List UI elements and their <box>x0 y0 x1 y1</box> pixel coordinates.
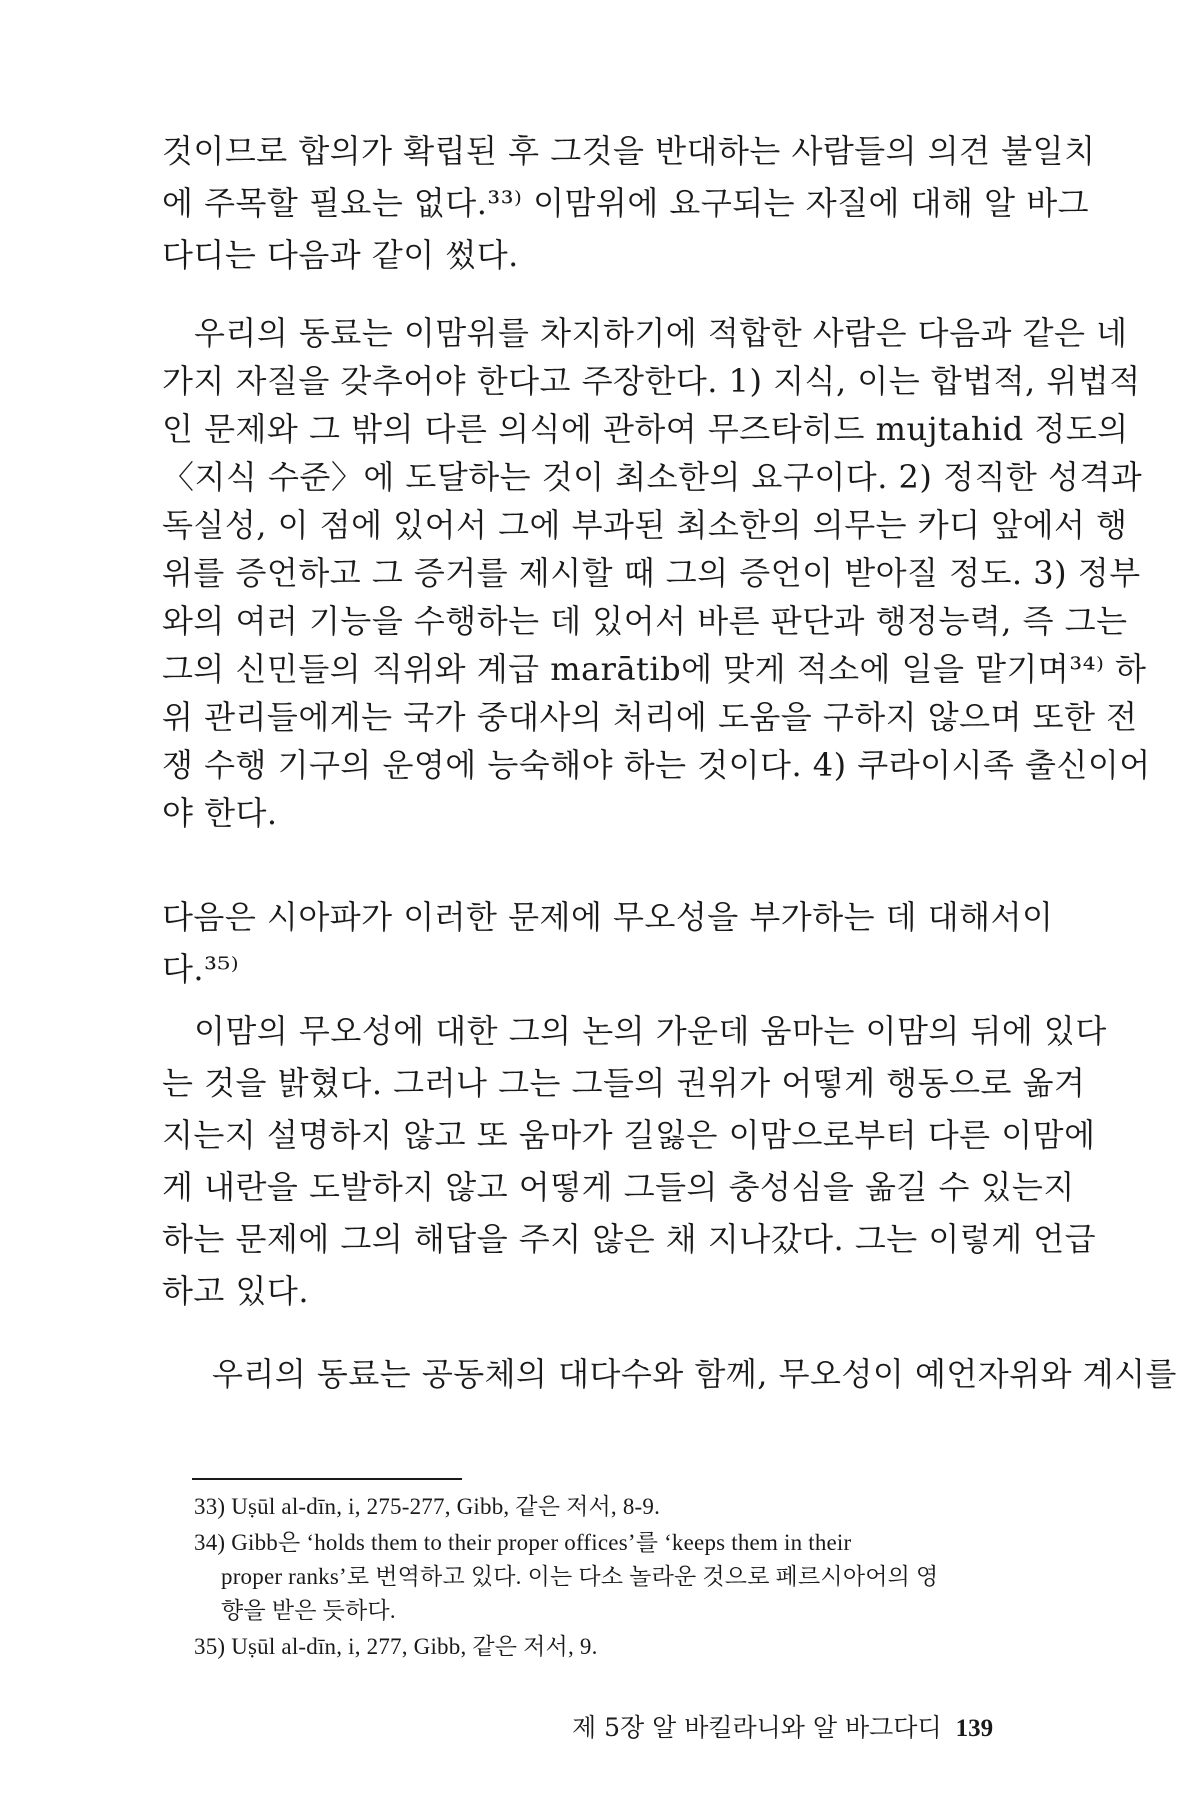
page-number: 139 <box>955 1715 994 1742</box>
text-line: 에 주목할 필요는 없다.³³⁾ 이맘위에 요구되는 자질에 대해 알 바그 <box>162 184 1090 222</box>
footnote-34: 34) Gibb은 ‘holds them to their proper offices’를 ‘keeps them in their <box>194 1530 852 1555</box>
footnote-34-cont: 향을 받은 듯하다. <box>221 1598 396 1623</box>
text-line: 그의 신민들의 직위와 계급 marātib에 맞게 적소에 일을 맡기며³⁴⁾ 하 <box>162 650 1147 688</box>
text-line: 하고 있다. <box>162 1272 309 1310</box>
text-line: 위를 증언하고 그 증거를 제시할 때 그의 증언이 받아질 정도. 3) 정부 <box>162 554 1141 592</box>
text-line: 것이므로 합의가 확립된 후 그것을 반대하는 사람들의 의견 불일치 <box>162 132 1096 170</box>
text-line: 게 내란을 도발하지 않고 어떻게 그들의 충성심을 옮길 수 있는지 <box>162 1168 1075 1206</box>
text-line: 는 것을 밝혔다. 그러나 그는 그들의 권위가 어떻게 행동으로 옮겨 <box>162 1064 1086 1102</box>
text-line: 야 한다. <box>162 794 278 832</box>
text-line: 이맘의 무오성에 대한 그의 논의 가운데 움마는 이맘의 뒤에 있다 <box>194 1012 1107 1050</box>
text-line: 다디는 다음과 같이 썼다. <box>162 236 519 274</box>
text-line: 위 관리들에게는 국가 중대사의 처리에 도움을 구하지 않으며 또한 전 <box>162 698 1138 736</box>
text-line: 하는 문제에 그의 해답을 주지 않은 채 지나갔다. 그는 이렇게 언급 <box>162 1220 1097 1258</box>
chapter-title: 제 5장 알 바킬라니와 알 바그다디 <box>572 1713 942 1742</box>
text-line: 지는지 설명하지 않고 또 움마가 길잃은 이맘으로부터 다른 이맘에 <box>162 1116 1096 1154</box>
footnote-divider <box>192 1478 462 1480</box>
text-line: 우리의 동료는 이맘위를 차지하기에 적합한 사람은 다음과 같은 네 <box>194 314 1128 352</box>
text-line: 가지 자질을 갖추어야 한다고 주장한다. 1) 지식, 이는 합법적, 위법적 <box>162 362 1141 400</box>
running-footer <box>572 1713 993 1744</box>
text-line: 인 문제와 그 밖의 다른 의식에 관하여 무즈타히드 mujtahid 정도의 <box>162 410 1129 448</box>
footnote-35: 35) Uṣūl al-dīn, i, 277, Gibb, 같은 저서, 9. <box>194 1634 598 1659</box>
text-line: 다음은 시아파가 이러한 문제에 무오성을 부가하는 데 대해서이 <box>162 898 1054 936</box>
text-line: 와의 여러 기능을 수행하는 데 있어서 바른 판단과 행정능력, 즉 그는 <box>162 602 1128 640</box>
text-line: 독실성, 이 점에 있어서 그에 부과된 최소한의 의무는 카디 앞에서 행 <box>162 506 1128 544</box>
footnote-34-cont: proper ranks’로 번역하고 있다. 이는 다소 놀라운 것으로 페르시아어의 영 <box>221 1564 939 1589</box>
text-line: 쟁 수행 기구의 운영에 능숙해야 하는 것이다. 4) 쿠라이시족 출신이어 <box>162 746 1151 784</box>
text-line: 〈지식 수준〉에 도달하는 것이 최소한의 요구이다. 2) 정직한 성격과 <box>162 458 1143 496</box>
text-line: 다.³⁵⁾ <box>162 950 240 988</box>
text-line: 우리의 동료는 공동체의 대다수와 함께, 무오성이 예언자위와 계시를 <box>212 1355 1177 1393</box>
footnote-33: 33) Uṣūl al-dīn, i, 275-277, Gibb, 같은 저서, 8-9. <box>194 1494 661 1519</box>
